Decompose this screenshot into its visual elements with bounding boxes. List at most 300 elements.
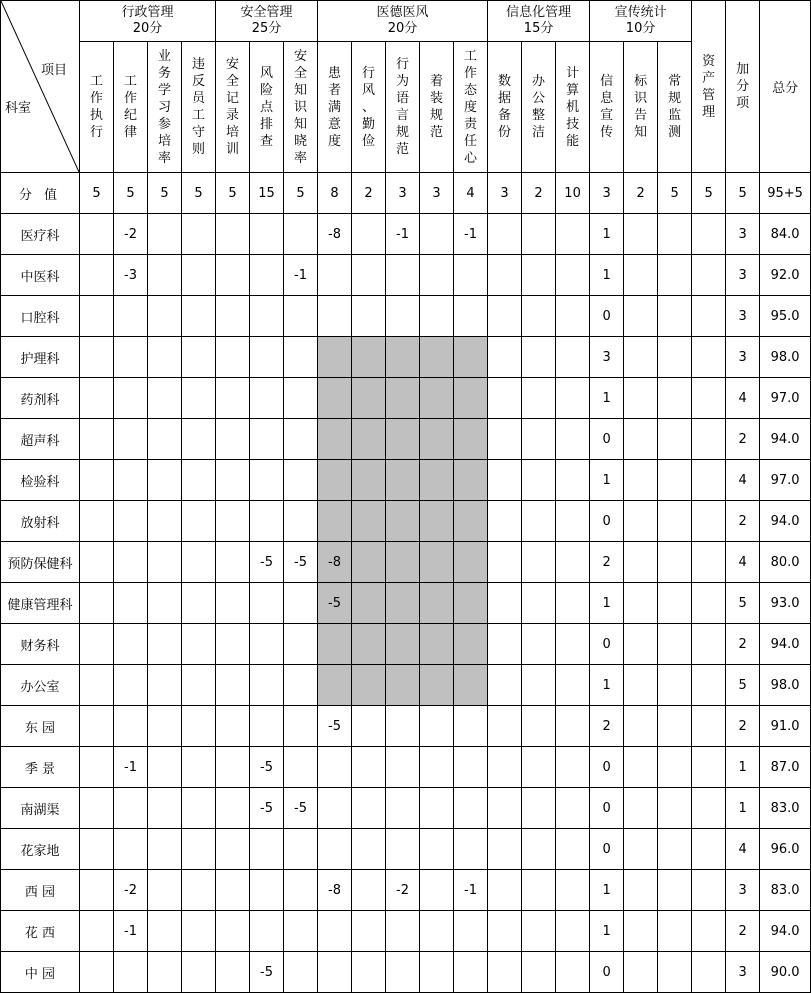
- score-cell: [556, 378, 590, 419]
- score-cell: [80, 747, 114, 788]
- score-cell: [522, 788, 556, 829]
- score-cell: 3: [726, 296, 760, 337]
- table-row: [1, 419, 811, 460]
- score-cell: [148, 255, 182, 296]
- table-row: [1, 788, 811, 829]
- score-cell: [114, 501, 148, 542]
- score-cell: [624, 296, 658, 337]
- score-cell: [148, 665, 182, 706]
- score-cell: [216, 829, 250, 870]
- score-cell: [182, 788, 216, 829]
- group-name: 安全管理: [240, 5, 293, 20]
- table-row: [1, 255, 811, 296]
- score-value-cell: 4: [454, 173, 488, 214]
- score-cell: -5: [250, 952, 284, 993]
- score-cell: [148, 337, 182, 378]
- score-cell: -2: [114, 870, 148, 911]
- score-cell: [386, 542, 420, 583]
- score-cell: [182, 542, 216, 583]
- score-cell: [182, 296, 216, 337]
- subcolumn-header: 安 全 知 识 知 晓 率: [284, 42, 318, 173]
- score-cell: [692, 255, 726, 296]
- score-cell: [658, 911, 692, 952]
- score-cell: [386, 952, 420, 993]
- group-header-admin: [80, 1, 216, 42]
- dept-name-cell: 南湖渠: [1, 788, 80, 829]
- score-cell: [454, 583, 488, 624]
- score-cell: [658, 747, 692, 788]
- score-cell: [488, 460, 522, 501]
- score-cell: [182, 378, 216, 419]
- score-cell: 2: [590, 542, 624, 583]
- score-cell: [488, 296, 522, 337]
- score-cell: 0: [590, 296, 624, 337]
- score-cell: -5: [284, 788, 318, 829]
- score-cell: [80, 788, 114, 829]
- group-score: 15分: [523, 21, 554, 36]
- score-cell: 1: [590, 583, 624, 624]
- score-cell: [148, 419, 182, 460]
- score-cell: [420, 255, 454, 296]
- score-cell: [318, 419, 352, 460]
- score-cell: [352, 214, 386, 255]
- score-cell: [386, 378, 420, 419]
- score-cell: [216, 870, 250, 911]
- score-cell: [420, 501, 454, 542]
- score-cell: 0: [590, 747, 624, 788]
- score-cell: -1: [114, 747, 148, 788]
- score-cell: [250, 624, 284, 665]
- subcolumn-header: 行 风 、 勤 俭: [352, 42, 386, 173]
- subcolumn-header: 着 装 规 范: [420, 42, 454, 173]
- score-cell: [352, 255, 386, 296]
- score-cell: [420, 624, 454, 665]
- score-cell: 98.0: [760, 665, 811, 706]
- score-cell: 1: [590, 378, 624, 419]
- score-cell: [692, 337, 726, 378]
- score-row-label: 分 值: [1, 173, 80, 214]
- score-cell: [556, 255, 590, 296]
- score-cell: [114, 419, 148, 460]
- score-cell: [658, 583, 692, 624]
- score-cell: [522, 296, 556, 337]
- score-cell: [488, 583, 522, 624]
- score-cell: [454, 665, 488, 706]
- score-cell: [148, 296, 182, 337]
- score-cell: [182, 501, 216, 542]
- score-cell: -8: [318, 870, 352, 911]
- table-row: [1, 460, 811, 501]
- score-cell: [80, 255, 114, 296]
- score-value-cell: 2: [522, 173, 556, 214]
- score-cell: [386, 460, 420, 501]
- score-value-cell: 95+5: [760, 173, 811, 214]
- score-value-cell: 5: [284, 173, 318, 214]
- score-cell: [420, 911, 454, 952]
- score-cell: [284, 378, 318, 419]
- score-cell: 0: [590, 829, 624, 870]
- score-cell: [318, 788, 352, 829]
- dept-name-cell: 西 园: [1, 870, 80, 911]
- score-cell: 94.0: [760, 911, 811, 952]
- score-cell: -5: [284, 542, 318, 583]
- score-cell: [658, 378, 692, 419]
- score-cell: [318, 952, 352, 993]
- score-value-cell: 3: [590, 173, 624, 214]
- score-cell: [284, 583, 318, 624]
- score-cell: [488, 255, 522, 296]
- score-value-cell: 5: [216, 173, 250, 214]
- score-cell: -3: [114, 255, 148, 296]
- score-cell: [318, 747, 352, 788]
- score-cell: [352, 665, 386, 706]
- score-cell: [556, 747, 590, 788]
- score-cell: [386, 337, 420, 378]
- score-cell: [692, 747, 726, 788]
- score-cell: [488, 870, 522, 911]
- subcolumn-header: 计 算 机 技 能: [556, 42, 590, 173]
- score-cell: [488, 706, 522, 747]
- score-cell: [80, 870, 114, 911]
- score-cell: [352, 583, 386, 624]
- subcolumn-header: 工 作 纪 律: [114, 42, 148, 173]
- score-cell: [624, 583, 658, 624]
- score-cell: [522, 501, 556, 542]
- score-cell: -5: [318, 583, 352, 624]
- score-cell: 4: [726, 378, 760, 419]
- score-cell: 94.0: [760, 624, 811, 665]
- score-cell: [250, 706, 284, 747]
- score-value-cell: 5: [114, 173, 148, 214]
- score-cell: 5: [726, 583, 760, 624]
- score-cell: -5: [318, 706, 352, 747]
- score-cell: [386, 706, 420, 747]
- score-cell: [454, 747, 488, 788]
- header-subcolumn-row: [1, 42, 811, 173]
- table-row: [1, 542, 811, 583]
- score-cell: [114, 952, 148, 993]
- score-cell: [386, 829, 420, 870]
- score-cell: -8: [318, 542, 352, 583]
- score-cell: [80, 214, 114, 255]
- score-cell: [114, 542, 148, 583]
- score-value-cell: 2: [624, 173, 658, 214]
- dept-name-cell: 花 西: [1, 911, 80, 952]
- score-cell: [624, 706, 658, 747]
- table-row: [1, 337, 811, 378]
- score-cell: [488, 501, 522, 542]
- dept-name-cell: 健康管理科: [1, 583, 80, 624]
- score-cell: [250, 296, 284, 337]
- score-cell: [624, 214, 658, 255]
- score-cell: [250, 337, 284, 378]
- score-cell: [420, 870, 454, 911]
- score-cell: [182, 419, 216, 460]
- score-cell: [386, 419, 420, 460]
- score-cell: [216, 337, 250, 378]
- score-cell: [80, 911, 114, 952]
- score-cell: [216, 665, 250, 706]
- diagonal-line: [1, 1, 79, 172]
- score-cell: [692, 829, 726, 870]
- header-bonus: 加 分 项: [726, 1, 760, 173]
- score-cell: [658, 419, 692, 460]
- dept-name-cell: 护理科: [1, 337, 80, 378]
- score-cell: [658, 829, 692, 870]
- score-cell: [250, 870, 284, 911]
- score-cell: [182, 665, 216, 706]
- score-cell: [148, 214, 182, 255]
- score-cell: [454, 501, 488, 542]
- dept-name-cell: 办公室: [1, 665, 80, 706]
- score-cell: 0: [590, 624, 624, 665]
- score-cell: [250, 378, 284, 419]
- score-cell: [454, 460, 488, 501]
- score-cell: 1: [590, 255, 624, 296]
- score-cell: [352, 788, 386, 829]
- dept-name-cell: 放射科: [1, 501, 80, 542]
- score-cell: [624, 542, 658, 583]
- score-cell: [386, 583, 420, 624]
- subcolumn-header: 办 公 整 洁: [522, 42, 556, 173]
- score-cell: [556, 501, 590, 542]
- score-cell: [80, 583, 114, 624]
- score-cell: [420, 706, 454, 747]
- score-cell: [148, 378, 182, 419]
- score-cell: [114, 706, 148, 747]
- score-cell: [182, 870, 216, 911]
- group-score: 10分: [625, 21, 656, 36]
- score-cell: [522, 255, 556, 296]
- score-cell: [216, 296, 250, 337]
- score-cell: 1: [590, 460, 624, 501]
- score-cell: [454, 255, 488, 296]
- score-cell: [454, 337, 488, 378]
- score-cell: [420, 583, 454, 624]
- score-cell: [352, 419, 386, 460]
- score-value-cell: 3: [386, 173, 420, 214]
- score-cell: [420, 419, 454, 460]
- score-cell: [522, 952, 556, 993]
- score-cell: [522, 337, 556, 378]
- score-cell: 2: [726, 624, 760, 665]
- score-cell: [250, 419, 284, 460]
- score-cell: [420, 747, 454, 788]
- score-cell: [522, 624, 556, 665]
- subcolumn-header: 违 反 员 工 守 则: [182, 42, 216, 173]
- score-cell: 2: [726, 706, 760, 747]
- score-value-cell: 8: [318, 173, 352, 214]
- dept-name-cell: 花家地: [1, 829, 80, 870]
- score-cell: [556, 665, 590, 706]
- score-cell: [658, 214, 692, 255]
- score-cell: 97.0: [760, 460, 811, 501]
- score-cell: [420, 542, 454, 583]
- header-total: 总分: [760, 1, 811, 173]
- score-cell: [216, 378, 250, 419]
- score-cell: 83.0: [760, 870, 811, 911]
- score-cell: -1: [454, 870, 488, 911]
- score-cell: [420, 460, 454, 501]
- score-cell: [454, 829, 488, 870]
- score-cell: [284, 337, 318, 378]
- score-cell: [80, 296, 114, 337]
- score-cell: [692, 952, 726, 993]
- score-value-cell: 5: [658, 173, 692, 214]
- dept-name-cell: 药剂科: [1, 378, 80, 419]
- dept-name-cell: 口腔科: [1, 296, 80, 337]
- score-cell: [216, 911, 250, 952]
- score-cell: [352, 952, 386, 993]
- subcolumn-header: 工 作 态 度 责 任 心: [454, 42, 488, 173]
- score-value-cell: 3: [420, 173, 454, 214]
- group-name: 行政管理: [121, 5, 174, 20]
- score-cell: [420, 378, 454, 419]
- score-cell: [624, 911, 658, 952]
- score-cell: [386, 501, 420, 542]
- score-cell: [352, 542, 386, 583]
- score-cell: 3: [726, 214, 760, 255]
- score-cell: [556, 296, 590, 337]
- score-cell: [488, 337, 522, 378]
- dept-name-cell: 财务科: [1, 624, 80, 665]
- score-cell: 2: [726, 419, 760, 460]
- score-cell: [692, 501, 726, 542]
- score-cell: -1: [386, 214, 420, 255]
- subcolumn-header: 行 为 语 言 规 范: [386, 42, 420, 173]
- score-cell: [454, 378, 488, 419]
- score-cell: [624, 337, 658, 378]
- score-cell: [658, 337, 692, 378]
- score-cell: [352, 501, 386, 542]
- score-cell: [114, 337, 148, 378]
- score-cell: 97.0: [760, 378, 811, 419]
- score-cell: [318, 378, 352, 419]
- dept-name-cell: 超声科: [1, 419, 80, 460]
- score-cell: 2: [726, 501, 760, 542]
- dept-name-cell: 预防保健科: [1, 542, 80, 583]
- subcolumn-header: 数 据 备 份: [488, 42, 522, 173]
- score-cell: [522, 665, 556, 706]
- corner-item-label: 项目: [40, 63, 67, 78]
- table-row: [1, 296, 811, 337]
- score-cell: [318, 501, 352, 542]
- score-cell: [148, 788, 182, 829]
- score-cell: [250, 911, 284, 952]
- score-cell: [148, 542, 182, 583]
- score-cell: 0: [590, 952, 624, 993]
- score-cell: [624, 829, 658, 870]
- score-cell: [182, 214, 216, 255]
- score-cell: [488, 419, 522, 460]
- score-cell: [284, 501, 318, 542]
- score-cell: [216, 952, 250, 993]
- score-cell: 0: [590, 419, 624, 460]
- score-cell: [216, 214, 250, 255]
- score-cell: [658, 952, 692, 993]
- score-cell: 84.0: [760, 214, 811, 255]
- score-cell: [284, 460, 318, 501]
- score-cell: [318, 296, 352, 337]
- table-row: [1, 378, 811, 419]
- score-cell: [454, 706, 488, 747]
- score-cell: [658, 870, 692, 911]
- score-cell: [658, 706, 692, 747]
- score-cell: 80.0: [760, 542, 811, 583]
- score-cell: [284, 952, 318, 993]
- score-cell: [624, 665, 658, 706]
- score-cell: [556, 542, 590, 583]
- score-cell: [624, 460, 658, 501]
- score-cell: [148, 747, 182, 788]
- score-cell: [454, 788, 488, 829]
- score-cell: [114, 583, 148, 624]
- score-cell: [386, 665, 420, 706]
- score-cell: [114, 829, 148, 870]
- score-cell: [454, 296, 488, 337]
- score-cell: [454, 542, 488, 583]
- score-value-cell: 5: [80, 173, 114, 214]
- score-cell: [488, 747, 522, 788]
- score-cell: 0: [590, 501, 624, 542]
- score-cell: [556, 337, 590, 378]
- score-cell: [182, 952, 216, 993]
- score-cell: [216, 542, 250, 583]
- dept-name-cell: 季 景: [1, 747, 80, 788]
- score-cell: [216, 255, 250, 296]
- score-cell: [216, 501, 250, 542]
- score-cell: [284, 829, 318, 870]
- score-cell: [352, 378, 386, 419]
- dept-name-cell: 中医科: [1, 255, 80, 296]
- score-cell: [318, 624, 352, 665]
- score-cell: [182, 255, 216, 296]
- score-cell: [284, 665, 318, 706]
- score-cell: [216, 583, 250, 624]
- score-value-row: [1, 173, 811, 214]
- score-cell: [488, 911, 522, 952]
- score-cell: 1: [726, 747, 760, 788]
- score-cell: 4: [726, 829, 760, 870]
- score-cell: [250, 255, 284, 296]
- score-cell: [386, 911, 420, 952]
- group-name: 医德医风: [376, 5, 429, 20]
- score-cell: [488, 665, 522, 706]
- score-cell: [454, 911, 488, 952]
- score-cell: [80, 624, 114, 665]
- score-value-cell: 3: [488, 173, 522, 214]
- score-cell: [114, 624, 148, 665]
- score-cell: 0: [590, 788, 624, 829]
- score-cell: [624, 378, 658, 419]
- score-cell: [692, 706, 726, 747]
- subcolumn-header: 患 者 满 意 度: [318, 42, 352, 173]
- score-cell: [216, 624, 250, 665]
- score-cell: 87.0: [760, 747, 811, 788]
- score-cell: [80, 337, 114, 378]
- score-cell: [488, 788, 522, 829]
- score-value-cell: 5: [726, 173, 760, 214]
- score-cell: [182, 829, 216, 870]
- score-cell: [454, 952, 488, 993]
- group-header-it: [488, 1, 590, 42]
- score-cell: [216, 460, 250, 501]
- score-cell: [250, 460, 284, 501]
- score-cell: 2: [590, 706, 624, 747]
- score-cell: [352, 706, 386, 747]
- score-cell: [386, 788, 420, 829]
- score-cell: [692, 378, 726, 419]
